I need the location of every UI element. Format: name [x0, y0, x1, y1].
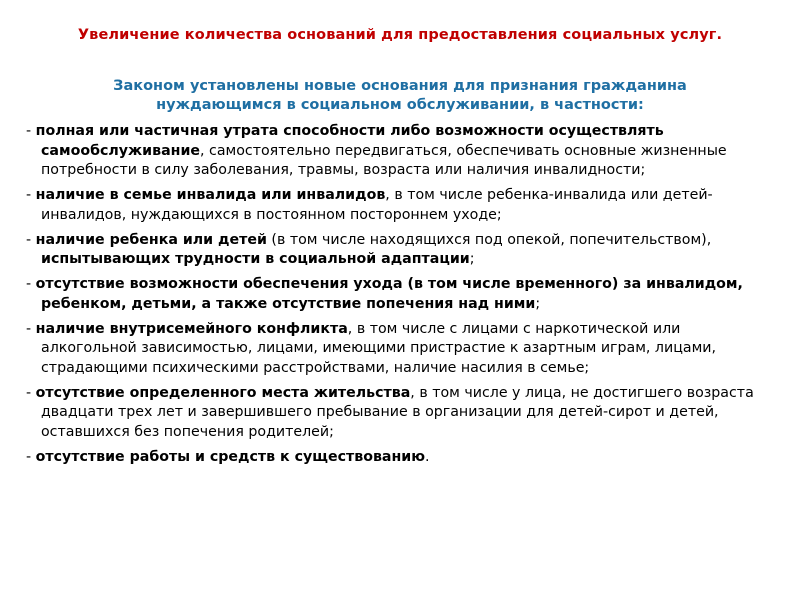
item-text: , в том числе ребенка-инвалида или детей-инвалидов, нуждающихся в постоянном постороннем уходе;	[41, 187, 713, 223]
slide-subtitle: Законом установлены новые основания для признания гражданина нуждающимся в социальном обслуживании, в частности:	[113, 78, 687, 113]
bullet-marker: -	[26, 384, 36, 401]
item-text: ;	[469, 251, 475, 267]
item-bold-text: отсутствие возможности обеспечения ухода (в том числе временного) за инвалидом, ребенком, детьми, а также отсутствие попечения над ними	[35, 276, 743, 312]
list-item	[26, 275, 776, 314]
bullet-marker: -	[26, 231, 36, 248]
item-text: , самостоятельно передвигаться, обеспечивать основные жизненные потребности в силу заболевания, травмы, возраста или наличия инвалидности;	[41, 142, 727, 178]
bullet-marker: -	[26, 187, 36, 203]
list-item	[26, 448, 776, 468]
list-item	[26, 231, 776, 270]
list-item	[26, 122, 776, 181]
list-item	[26, 320, 776, 379]
item-bold-text: испытывающих трудности в социальной адаптации	[41, 251, 470, 267]
bullet-marker: -	[26, 123, 36, 139]
item-text: ;	[535, 295, 541, 312]
bullet-marker: -	[26, 276, 36, 292]
item-bold-text: полная или частичная утрата способности либо возможности осуществлять самообслуживание	[35, 123, 664, 159]
item-bold-text: отсутствие работы и средств к существованию	[35, 448, 426, 465]
item-text: , в том числе у лица, не достигшего возраста двадцати трех лет и завершившего пребывание в организации для детей-сирот и детей, оставшихся без попечения родителей;	[41, 384, 754, 440]
item-bold-text: наличие ребенка или детей	[35, 231, 267, 248]
slide-title: Увеличение количества оснований для предоставления социальных услуг.	[77, 27, 723, 43]
item-bold-text: отсутствие определенного места жительства	[35, 384, 411, 401]
item-text: (в том числе находящихся под опекой, попечительством),	[266, 231, 712, 248]
bullet-marker: -	[26, 320, 36, 337]
list-item	[26, 384, 776, 443]
item-bold-text: наличие в семье инвалида или инвалидов	[35, 187, 386, 203]
bullet-list	[26, 122, 776, 473]
item-bold-text: наличие внутрисемейного конфликта	[35, 320, 348, 337]
list-item	[26, 186, 776, 225]
item-text: , в том числе с лицами с наркотической или алкогольной зависимостью, лицами, имеющими пристрастие к азартным играм, лицами, страдающими психическими расстройствами, наличие насилия в семье;	[41, 320, 717, 376]
item-text: .	[425, 448, 430, 465]
bullet-marker: -	[26, 448, 36, 465]
